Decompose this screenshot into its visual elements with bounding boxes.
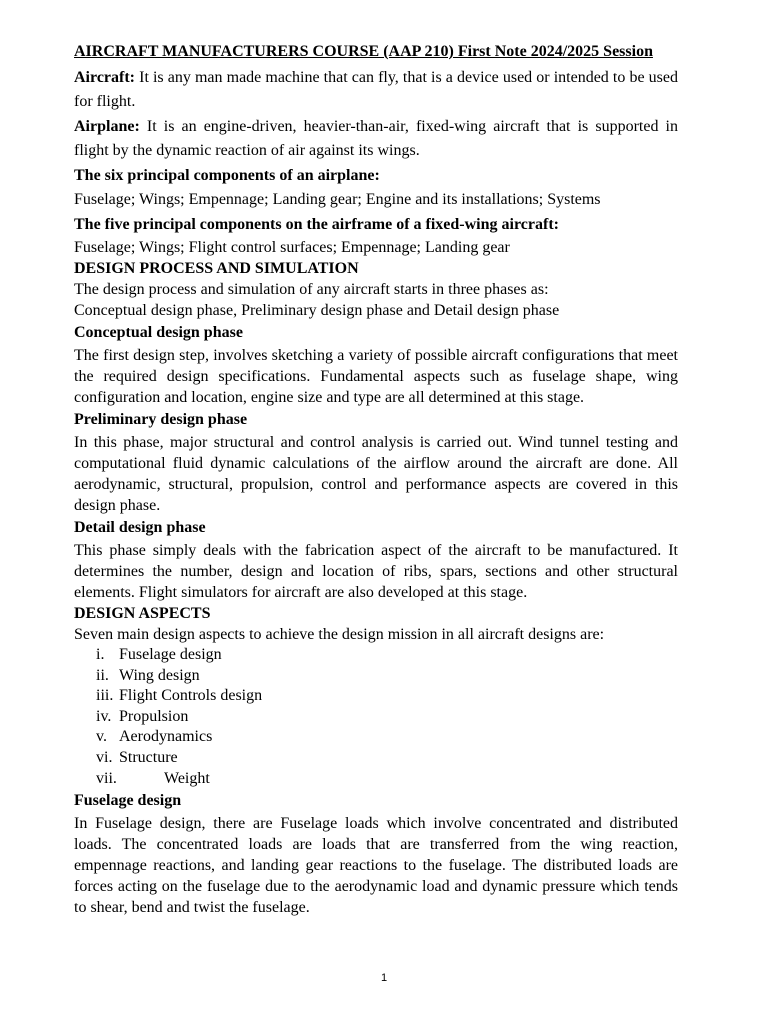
preliminary-heading: Preliminary design phase [74, 411, 248, 428]
list-item-number: vi. [96, 748, 113, 766]
detail-heading: Detail design phase [74, 519, 206, 536]
list-item-number: i. [96, 646, 105, 663]
document-title: AIRCRAFT MANUFACTURERS COURSE (AAP 210) First Note 2024/2025 Session [74, 43, 653, 60]
list-item-label: Fuselage design [119, 646, 222, 663]
list-item [74, 727, 678, 748]
airplane-term: Airplane: [74, 118, 140, 135]
list-item [74, 707, 678, 728]
conceptual-text: The first design step, involves sketching a variety of possible aircraft configurations that meet the required design specifications. Fundamental aspects such as fuselage shape, wing configuration and location, engine size and type are all determined at this stage. [74, 347, 678, 406]
list-item-number: vii. [96, 769, 117, 787]
conceptual-heading: Conceptual design phase [74, 324, 243, 341]
aircraft-term: Aircraft: [74, 69, 135, 86]
six-components-text: Fuselage; Wings; Empennage; Landing gear; Engine and its installations; Systems [74, 191, 601, 208]
list-item-number: iii. [96, 687, 114, 705]
aircraft-definition-text: It is any man made machine that can fly, that is a device used or intended to be used for flight. [74, 69, 678, 110]
list-item-number: ii. [96, 666, 109, 684]
list-item [74, 666, 678, 687]
list-item-label: Structure [119, 748, 178, 766]
aircraft-definition [74, 66, 678, 114]
list-item [74, 645, 678, 666]
list-item [74, 769, 678, 790]
list-item-label: Propulsion [119, 707, 189, 725]
list-item-number: iv. [96, 707, 112, 725]
list-item-label: Aerodynamics [119, 728, 213, 746]
design-aspects-heading: DESIGN ASPECTS [74, 605, 211, 622]
list-item-number: v. [96, 728, 107, 746]
list-item-label: Wing design [119, 666, 200, 684]
design-aspects-intro: Seven main design aspects to achieve the design mission in all aircraft designs are: [74, 626, 605, 643]
list-item-label: Weight [164, 769, 210, 787]
airplane-definition [74, 115, 678, 163]
design-aspects-list [74, 645, 678, 789]
fuselage-text: In Fuselage design, there are Fuselage loads which involve concentrated and distributed loads. The concentrated loads are loads that are transferred from the wing reaction, empennage reactions, and landing gear reactions to the fuselage. The distributed loads are forces acting on the fuselage due to the aerodynamic load and dynamic pressure which tends to shear, bend and twist the fuselage. [74, 815, 678, 917]
five-components-heading: The five principal components on the airframe of a fixed-wing aircraft: [74, 216, 559, 233]
design-process-heading: DESIGN PROCESS AND SIMULATION [74, 260, 359, 277]
document-page [74, 40, 678, 918]
airplane-definition-text: It is an engine-driven, heavier-than-air, fixed-wing aircraft that is supported in flight by the dynamic reaction of air against its wings. [74, 118, 678, 159]
detail-text: This phase simply deals with the fabrication aspect of the aircraft to be manufactured. It determines the number, design and location of ribs, spars, sections and other structural elements. Flight simulators for aircraft are also developed at this stage. [74, 542, 678, 601]
design-process-line-2: Conceptual design phase, Preliminary design phase and Detail design phase [74, 302, 560, 319]
five-components-text: Fuselage; Wings; Flight control surfaces; Empennage; Landing gear [74, 239, 510, 256]
design-process-line-1: The design process and simulation of any aircraft starts in three phases as: [74, 281, 549, 298]
preliminary-text: In this phase, major structural and control analysis is carried out. Wind tunnel testing and computational fluid dynamic calculations of the airflow around the aircraft are done. All aerodynamic, structural, propulsion, control and performance aspects are covered in this design phase. [74, 434, 678, 514]
list-item [74, 748, 678, 769]
list-item [74, 686, 678, 707]
list-item-label: Flight Controls design [119, 687, 263, 705]
page-number: 1 [380, 972, 388, 984]
six-components-heading: The six principal components of an airplane: [74, 167, 380, 184]
fuselage-heading: Fuselage design [74, 792, 182, 810]
